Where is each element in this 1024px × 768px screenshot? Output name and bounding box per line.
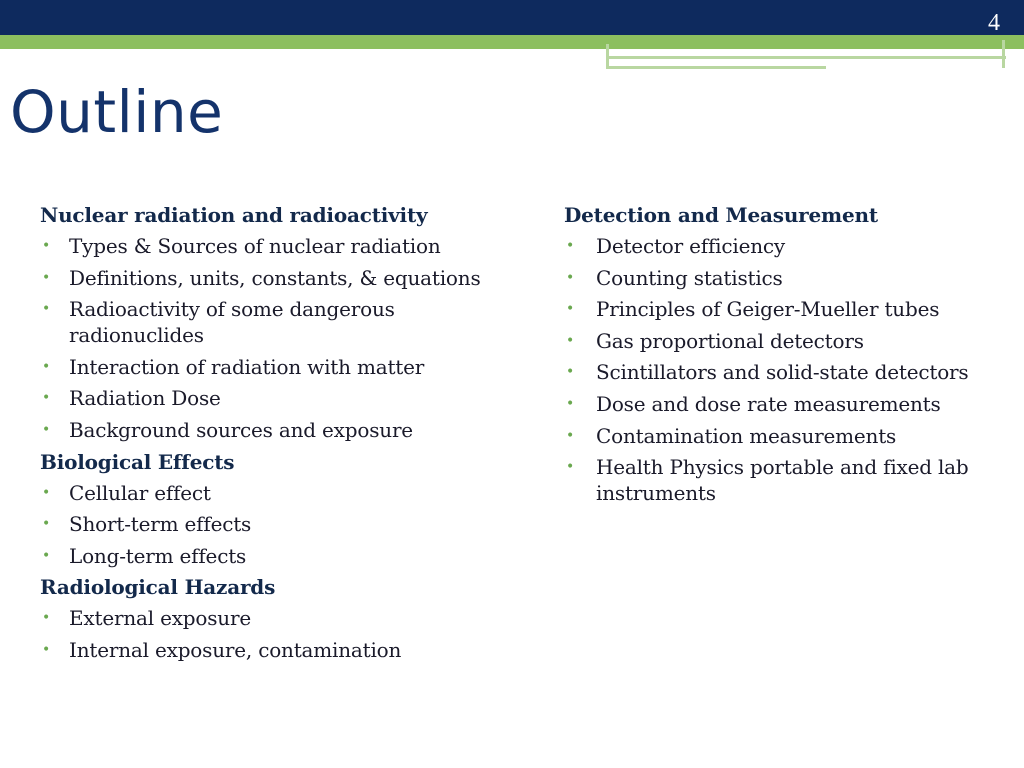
list-item: • Cellular effect: [42, 480, 211, 505]
bullet-icon: •: [42, 358, 51, 375]
bullet-icon: •: [566, 269, 575, 286]
list-item: • Principles of Geiger-Mueller tubes: [566, 297, 940, 322]
section-heading: Radiological Hazards: [40, 575, 276, 600]
list-item: • Definitions, units, constants, & equations: [42, 265, 481, 290]
outline-column-left: [40, 202, 510, 669]
list-item: • Detector efficiency: [566, 234, 785, 258]
section-detection-measurement: [564, 202, 1024, 506]
slide-number: 4: [988, 10, 1000, 36]
list-item: • Radioactivity of some dangerous radionuclides: [42, 297, 395, 348]
bullet-icon: •: [42, 641, 51, 658]
bullet-icon: •: [42, 238, 51, 254]
list-item: • Types & Sources of nuclear radiation: [42, 234, 441, 258]
outline-column-right: [564, 202, 1024, 512]
decor-line: [606, 44, 609, 69]
section-biological-effects: [40, 449, 510, 569]
bullet-icon: •: [566, 395, 575, 412]
section-heading: Nuclear radiation and radioactivity: [40, 203, 428, 227]
list-item: • Health Physics portable and fixed lab instruments: [566, 455, 969, 506]
bullet-icon: •: [42, 390, 51, 407]
section-heading: Detection and Measurement: [564, 203, 878, 227]
bullet-icon: •: [566, 459, 575, 476]
bullet-icon: •: [566, 427, 575, 444]
list-item: • Gas proportional detectors: [566, 328, 864, 353]
list-item: • External exposure: [42, 606, 251, 631]
bullet-icon: •: [42, 484, 51, 501]
list-item: • Long-term effects: [42, 543, 247, 568]
header-bar-navy: [0, 0, 1024, 35]
bullet-icon: •: [566, 332, 575, 349]
slide-title: Outline: [10, 78, 224, 146]
bullet-icon: •: [566, 301, 575, 318]
bullet-icon: •: [42, 269, 51, 286]
bullet-icon: •: [566, 238, 575, 254]
list-item: • Scintillators and solid-state detectors: [566, 360, 969, 385]
section-heading: Biological Effects: [40, 449, 235, 474]
bullet-icon: •: [42, 547, 51, 564]
bullet-icon: •: [42, 421, 51, 438]
list-item: • Counting statistics: [566, 265, 783, 290]
decor-line: [606, 66, 826, 69]
header-bar-green: [0, 35, 1024, 49]
bullet-icon: •: [566, 364, 575, 381]
list-item: • Dose and dose rate measurements: [566, 391, 941, 416]
decor-line: [606, 56, 1006, 59]
decor-line: [1002, 40, 1005, 68]
list-item: • Radiation Dose: [42, 386, 221, 411]
list-item: • Short-term effects: [42, 512, 252, 537]
bullet-icon: •: [42, 301, 51, 318]
list-item: • Contamination measurements: [566, 423, 897, 448]
bullet-icon: •: [42, 610, 51, 627]
bullet-icon: •: [42, 516, 51, 533]
list-item: • Background sources and exposure: [42, 417, 413, 442]
section-nuclear-radiation: [40, 202, 510, 443]
list-item: • Internal exposure, contamination: [42, 637, 402, 662]
section-radiological-hazards: [40, 574, 510, 663]
list-item: • Interaction of radiation with matter: [42, 354, 425, 379]
